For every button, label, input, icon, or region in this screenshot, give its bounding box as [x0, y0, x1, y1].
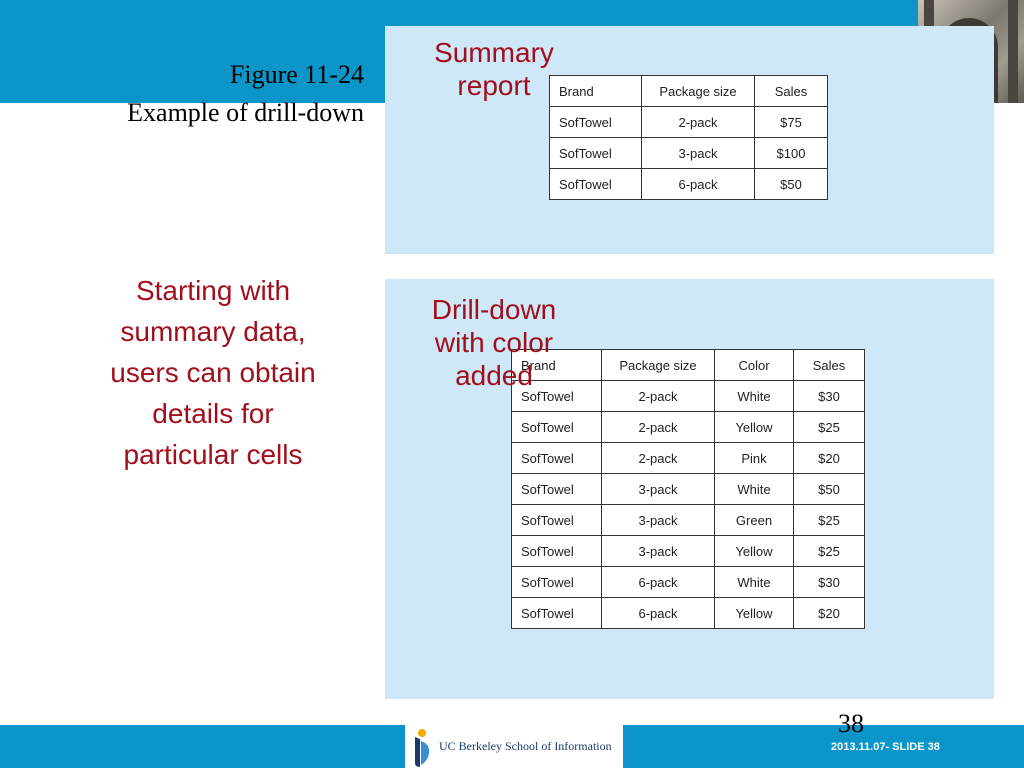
table-cell: Yellow — [715, 536, 794, 567]
drilldown-label — [414, 293, 574, 392]
drilldown-label-line2: with color — [434, 327, 554, 358]
table-header-row — [550, 76, 828, 107]
column-header: Package size — [642, 76, 755, 107]
footer-logo — [405, 725, 623, 768]
summary-label — [418, 36, 570, 102]
table-cell: $75 — [755, 107, 828, 138]
table-cell: 6-pack — [602, 567, 715, 598]
table-cell: 3-pack — [602, 536, 715, 567]
column-header: Sales — [755, 76, 828, 107]
table-cell: SofTowel — [550, 169, 642, 200]
column-header: Color — [715, 350, 794, 381]
figure-title-line2: Example of drill-down — [127, 98, 364, 127]
table-cell: 6-pack — [602, 598, 715, 629]
table-cell: Yellow — [715, 412, 794, 443]
table-cell: SofTowel — [512, 598, 602, 629]
table-cell: $50 — [755, 169, 828, 200]
table-row — [512, 443, 865, 474]
table-cell: SofTowel — [512, 536, 602, 567]
side-note-line2: summary data, — [120, 316, 306, 347]
side-note-line3: users can obtain — [110, 357, 316, 388]
table-cell: $25 — [794, 536, 865, 567]
table-cell: 2-pack — [602, 381, 715, 412]
table-cell: SofTowel — [512, 567, 602, 598]
side-note-line5: particular cells — [123, 439, 303, 470]
column-header: Sales — [794, 350, 865, 381]
drilldown-label-line1: Drill-down — [431, 294, 557, 325]
table-row — [550, 169, 828, 200]
table-cell: 6-pack — [642, 169, 755, 200]
table-row — [550, 138, 828, 169]
table-cell: $100 — [755, 138, 828, 169]
table-cell: $30 — [794, 567, 865, 598]
table-cell: White — [715, 474, 794, 505]
table-cell: $30 — [794, 381, 865, 412]
table-cell: SofTowel — [512, 412, 602, 443]
table-cell: SofTowel — [512, 505, 602, 536]
side-note — [72, 270, 354, 475]
table-cell: SofTowel — [512, 474, 602, 505]
table-cell: 2-pack — [602, 412, 715, 443]
summary-label-line2: report — [457, 70, 531, 101]
table-cell: $20 — [794, 598, 865, 629]
table-cell: SofTowel — [550, 107, 642, 138]
page-number: 38 — [838, 709, 864, 738]
table-cell: SofTowel — [512, 381, 602, 412]
table-cell: 2-pack — [642, 107, 755, 138]
column-header: Package size — [602, 350, 715, 381]
column-header: Brand — [512, 350, 602, 381]
table-row — [512, 598, 865, 629]
table-cell: Pink — [715, 443, 794, 474]
table-cell: Green — [715, 505, 794, 536]
table-row — [512, 536, 865, 567]
table-cell: 3-pack — [602, 474, 715, 505]
summary-table — [549, 75, 828, 200]
column-header: Brand — [550, 76, 642, 107]
table-cell: 3-pack — [602, 505, 715, 536]
table-cell: 3-pack — [642, 138, 755, 169]
logo-text: UC Berkeley School of Information — [439, 739, 612, 753]
table-row — [512, 412, 865, 443]
table-cell: 2-pack — [602, 443, 715, 474]
table-row — [550, 107, 828, 138]
table-cell: Yellow — [715, 598, 794, 629]
table-cell: $50 — [794, 474, 865, 505]
side-note-line1: Starting with — [135, 275, 291, 306]
table-cell: White — [715, 381, 794, 412]
table-row — [512, 567, 865, 598]
summary-label-line1: Summary — [434, 37, 554, 68]
table-cell: $25 — [794, 505, 865, 536]
table-row — [512, 474, 865, 505]
table-cell: $25 — [794, 412, 865, 443]
figure-title-line1: Figure 11-24 — [229, 60, 364, 89]
table-cell: SofTowel — [512, 443, 602, 474]
table-row — [512, 505, 865, 536]
side-note-line4: details for — [152, 398, 274, 429]
table-cell: SofTowel — [550, 138, 642, 169]
ischool-logo-icon — [409, 725, 435, 768]
figure-title — [127, 56, 364, 132]
table-cell: White — [715, 567, 794, 598]
table-cell: $20 — [794, 443, 865, 474]
drilldown-label-line3: added — [455, 360, 533, 391]
slide-label: 2013.11.07- SLIDE 38 — [831, 741, 940, 753]
